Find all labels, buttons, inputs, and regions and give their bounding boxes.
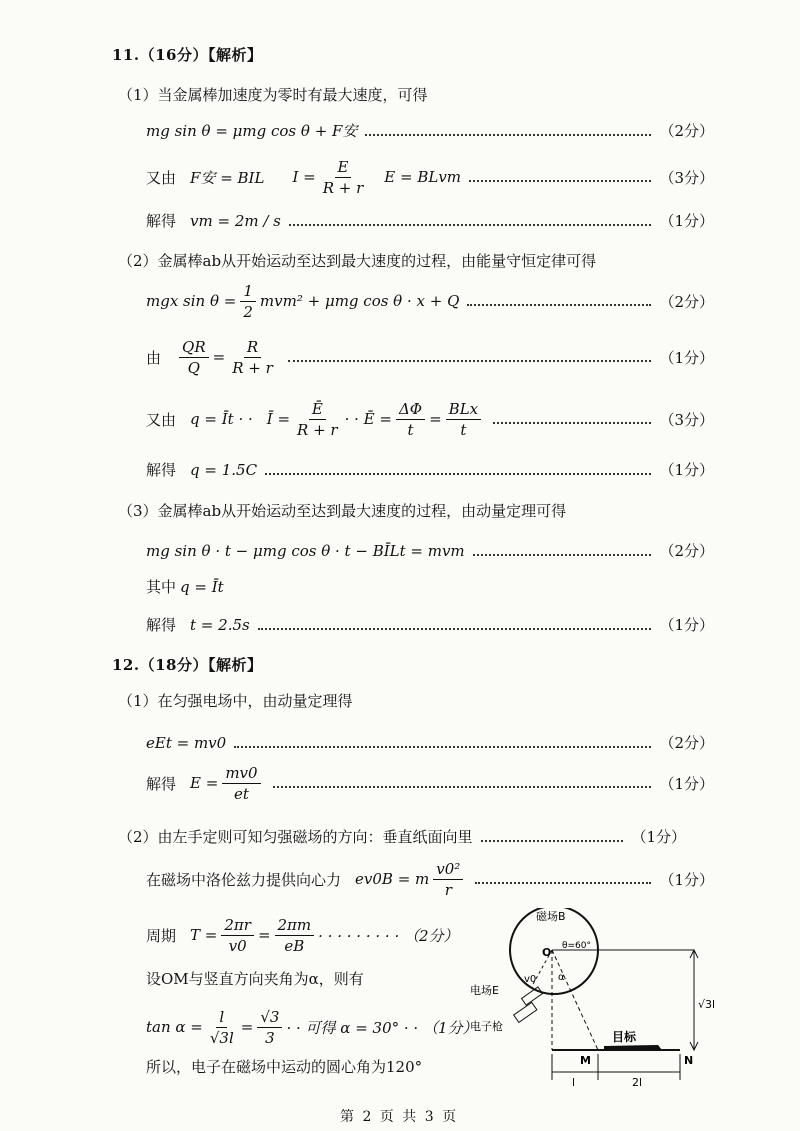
label-n: N — [684, 1054, 694, 1067]
label-l: l — [572, 1076, 576, 1088]
label-v0: v0 — [524, 974, 537, 985]
q12-part1: （1）在匀强电场中，由动量定理得 — [118, 692, 353, 710]
q11-part1: （1）当金属棒加速度为零时有最大速度，可得 — [118, 86, 428, 104]
page-footer: 第 2 页 共 3 页 — [340, 1109, 459, 1125]
target-shape — [604, 1045, 662, 1051]
q11-eq1: mg sin θ = μmg cos θ + F安 （2分） — [146, 122, 714, 140]
q12-eq2: 解得 E = $\frac{mv0}{et}$ （1分） — [146, 763, 714, 803]
label-magnetic-field: 磁场B — [536, 910, 566, 923]
q12-eq1: eEt = mv0 （2分） — [146, 733, 714, 752]
q12-eq7: 所以，电子在磁场中运动的圆心角为120° — [146, 1058, 423, 1076]
label-m: M — [580, 1054, 591, 1067]
label-electric-field: 电场E — [470, 984, 499, 997]
q12-part2: （2）由左手定则可知匀强磁场的方向：垂直纸面向里 （1分） — [118, 828, 686, 846]
q11-eq2: 又由 F安 = BIL I = $\frac{E}{R + r}$ E = BLvm （3分） — [146, 157, 714, 197]
q11-eq4: mgx sin θ = $\frac{1}{2}$ mvm² + μmg cos θ · x + Q （2分） — [146, 281, 714, 321]
label-target: 目标 — [612, 1030, 637, 1044]
physics-diagram — [462, 908, 722, 1088]
label-gun: 电子枪 — [470, 1020, 503, 1033]
q11-eq9: 其中 q = Īt — [146, 577, 224, 596]
q11-eq6: 又由 q = Īt · · Ī = $\frac{Ē}{R + r}$ · · Ē = $\frac{\Delta\Phi}{t}$ = $\frac{\text{BLx}}{t}$ （3分） — [146, 399, 714, 439]
om-line — [552, 950, 598, 1050]
label-2l: 2l — [632, 1076, 643, 1088]
q11-eq7: 解得 q = 1.5C （1分） — [146, 460, 714, 479]
q12-eq6: tan α = $\frac{l}{√3l}$ = $\frac{√3}{3}$ · · 可得 α = 30° · · （1分） — [146, 1007, 478, 1047]
q12-eq3: 在磁场中洛伦兹力提供向心力 ev0B = m $\frac{\text{v0²}}{r}$ （1分） — [146, 859, 714, 899]
q12-title: 12.（18分）【解析】 — [112, 656, 263, 674]
q11-eq10: 解得 t = 2.5s （1分） — [146, 615, 714, 634]
label-alpha: α — [558, 972, 565, 983]
q12-eq5: 设OM与竖直方向夹角为α，则有 — [146, 970, 364, 988]
label-angle: θ=60° — [562, 941, 591, 951]
q11-part2: （2）金属棒ab从开始运动至达到最大速度的过程，由能量守恒定律可得 — [118, 252, 597, 270]
q11-eq3: 解得 vm = 2m / s （1分） — [146, 211, 714, 230]
q11-eq5: 由 $\frac{QR}{Q}$ = $\frac{R}{R + r}$ （1分） — [146, 337, 714, 377]
q11-part3: （3）金属棒ab从开始运动至达到最大速度的过程，由动量定理可得 — [118, 502, 567, 520]
label-height: √3l — [698, 998, 716, 1011]
q11-title: 11.（16分）【解析】 — [112, 46, 263, 64]
q11-eq8: mg sin θ · t − μmg cos θ · t − BĪLt = mvm （2分） — [146, 541, 714, 560]
label-o: O — [542, 946, 552, 959]
electron-gun-shape — [514, 1002, 537, 1022]
q12-eq4: 周期 T = $\frac{2\pi r}{v0}$ = $\frac{2\pi m}{eB}$ · · · · · · · · · （2分） — [146, 915, 459, 955]
